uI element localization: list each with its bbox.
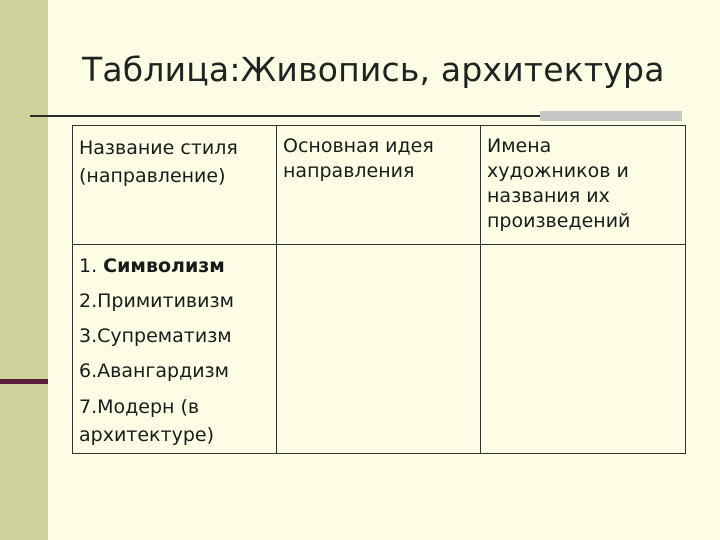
header-line: Основная идея xyxy=(283,135,434,157)
style-list-cell xyxy=(73,245,277,454)
header-line: произведений xyxy=(487,210,631,232)
header-main-idea xyxy=(277,126,481,245)
header-line: названия их xyxy=(487,185,610,207)
table-header-row xyxy=(73,126,686,245)
left-decorative-band xyxy=(0,0,48,540)
artists-works-cell xyxy=(481,245,686,454)
style-item-suprematism: 3.Супрематизм xyxy=(79,325,232,347)
style-item-primitivism: 2.Примитивизм xyxy=(79,290,234,312)
styles-table xyxy=(72,125,686,454)
style-item-modern: 7.Модерн (в архитектуре) xyxy=(79,396,215,446)
style-number: 1. xyxy=(79,255,104,277)
header-line: (направление) xyxy=(79,165,226,187)
header-style-name xyxy=(73,126,277,245)
header-line: Имена xyxy=(487,135,552,157)
left-accent-bar xyxy=(0,379,48,384)
header-line: Название стиля xyxy=(79,137,238,159)
style-name: Символизм xyxy=(103,255,225,277)
main-idea-cell xyxy=(277,245,481,454)
table-body-row xyxy=(73,245,686,454)
slide-title: Таблица:Живопись, архитектура xyxy=(82,50,665,89)
style-item-avant-garde: 6.Авангардизм xyxy=(79,360,229,382)
style-item-symbolism xyxy=(79,249,270,284)
header-artists-works xyxy=(481,126,686,245)
header-line: художников и xyxy=(487,160,629,182)
corner-decorative-block xyxy=(540,111,682,121)
header-line: направления xyxy=(283,160,415,182)
